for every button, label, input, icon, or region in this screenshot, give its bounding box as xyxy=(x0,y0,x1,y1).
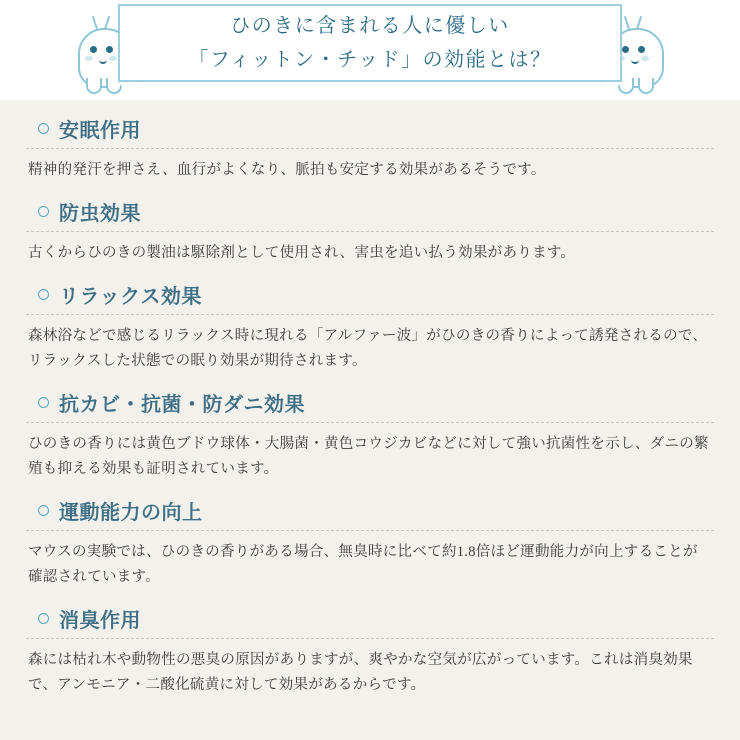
eye-shape xyxy=(106,46,113,53)
section-divider xyxy=(26,530,714,531)
section-divider xyxy=(26,314,714,315)
eye-shape xyxy=(622,46,629,53)
section-title: 防虫効果 xyxy=(59,203,141,225)
ribbon-tail-right xyxy=(600,82,622,95)
title-banner xyxy=(118,4,622,82)
leg-shape xyxy=(86,78,102,94)
section-body: 精神的発汗を押さえ、血行がよくなり、脈拍も安定する効果があるそうです。 xyxy=(28,162,546,178)
mouth-shape xyxy=(99,56,107,64)
circle-bullet-icon xyxy=(38,613,49,624)
mouth-shape xyxy=(631,56,639,64)
circle-bullet-icon xyxy=(38,289,49,300)
section-heading xyxy=(26,496,714,525)
section-body: 森には枯れ木や動物性の悪臭の原因がありますが、爽やかな空気が広がっています。これは消臭効果で、アンモニア・二酸化硫黄に対して効果があるからです。 xyxy=(28,652,693,693)
section-body: ひのきの香りには黄色ブドウ球体・大腸菌・黄色コウジカビなどに対して強い抗菌性を示し、ダニの繁殖も抑える効果も証明されています。 xyxy=(28,436,709,477)
section-title: 消臭作用 xyxy=(59,610,141,632)
section-title: リラックス効果 xyxy=(59,286,202,308)
section-body: マウスの実験では、ひのきの香りがある場合、無臭時に比べて約1.8倍ほど運動能力が向上することが確認されています。 xyxy=(28,544,698,585)
circle-bullet-icon xyxy=(38,123,49,134)
circle-bullet-icon xyxy=(38,505,49,516)
section-divider xyxy=(26,231,714,232)
section-item xyxy=(26,197,714,266)
section-heading xyxy=(26,114,714,143)
page-title-line-2: 「フィットン・チッド」の効能とは？ xyxy=(188,49,552,71)
ribbon-tail-left xyxy=(118,82,140,95)
section-item xyxy=(26,280,714,374)
section-heading xyxy=(26,197,714,226)
circle-bullet-icon xyxy=(38,206,49,217)
section-title: 安眠作用 xyxy=(59,120,141,142)
header-banner-area xyxy=(0,0,740,100)
section-divider xyxy=(26,422,714,423)
sections-list xyxy=(0,100,740,712)
cheek-shape xyxy=(641,56,649,61)
section-body: 古くからひのきの製油は駆除剤として使用され、害虫を追い払う効果があります。 xyxy=(28,245,576,261)
section-heading xyxy=(26,604,714,633)
section-heading xyxy=(26,280,714,309)
section-heading xyxy=(26,388,714,417)
eye-shape xyxy=(638,46,645,53)
section-item xyxy=(26,604,714,698)
eye-shape xyxy=(90,46,97,53)
cheek-shape xyxy=(109,56,117,61)
section-item xyxy=(26,114,714,183)
section-title: 抗カビ・抗菌・防ダニ効果 xyxy=(59,394,305,416)
section-item xyxy=(26,496,714,590)
section-title: 運動能力の向上 xyxy=(59,502,203,524)
section-body: 森林浴などで感じるリラックス時に現れる「アルファー波」がひのきの香りによって誘発されるので、リラックスした状態での眠り効果が期待されます。 xyxy=(28,328,708,369)
page-title-line-1: ひのきに含まれる人に優しい xyxy=(230,15,510,37)
section-divider xyxy=(26,148,714,149)
leg-shape xyxy=(638,78,654,94)
circle-bullet-icon xyxy=(38,397,49,408)
cheek-shape xyxy=(85,56,93,61)
section-divider xyxy=(26,638,714,639)
section-item xyxy=(26,388,714,482)
